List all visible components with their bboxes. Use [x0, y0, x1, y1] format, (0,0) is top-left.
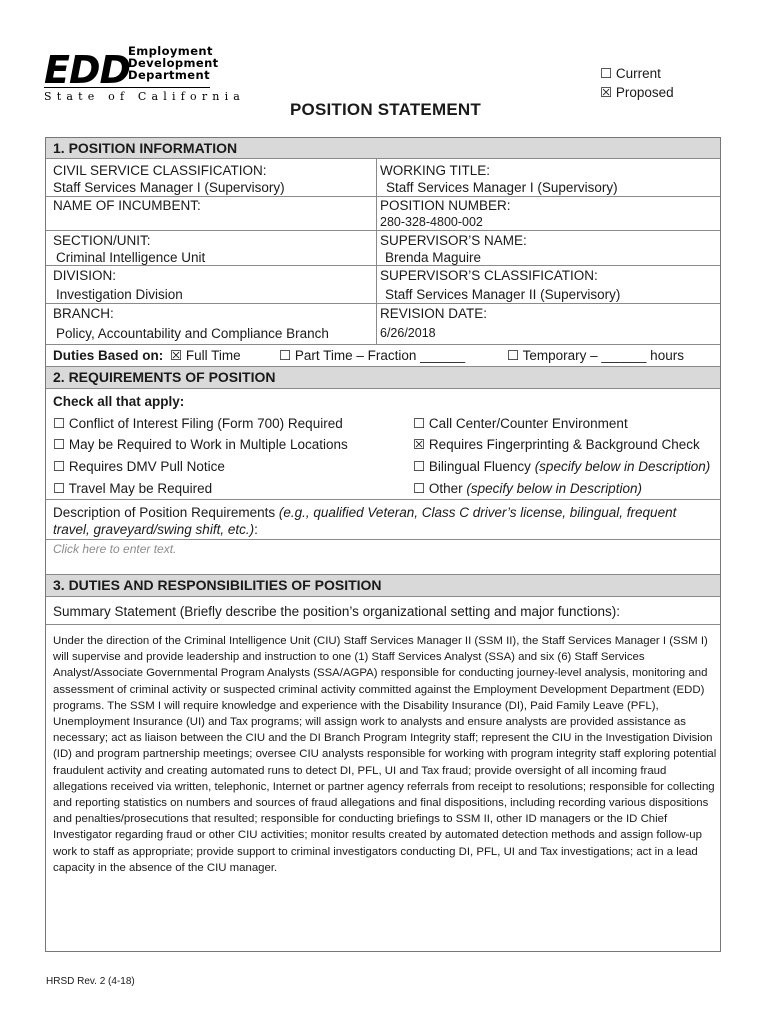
divider [46, 265, 720, 266]
revision-date-value[interactable]: 6/26/2018 [380, 326, 436, 340]
other-label: ☐ Other [413, 481, 463, 496]
part-time-option[interactable]: ☐ Part Time – Fraction ______ [279, 348, 466, 363]
logo-line-1: Employment [128, 44, 213, 58]
section-unit-label: SECTION/UNIT: [53, 233, 151, 248]
current-option[interactable] [600, 64, 674, 83]
proposed-option[interactable] [600, 83, 674, 102]
travel-required-checkbox[interactable]: ☐ Travel May be Required [53, 481, 213, 496]
working-title-label: WORKING TITLE: [380, 163, 491, 178]
form-revision-footer: HRSD Rev. 2 (4-18) [46, 976, 135, 987]
divider [46, 499, 720, 500]
supervisor-name-value[interactable]: Brenda Maguire [385, 250, 482, 265]
logo-mark: EDD [44, 48, 131, 92]
summary-statement-label: Summary Statement (Briefly describe the position’s organizational setting and major functions): [53, 604, 621, 619]
working-title-value[interactable]: Staff Services Manager I (Supervisory) [386, 180, 618, 195]
logo-rule [44, 87, 210, 88]
divider [46, 344, 720, 345]
revision-date-label: REVISION DATE: [380, 306, 488, 321]
full-time-option[interactable]: ☒ Full Time [170, 348, 241, 363]
bilingual-note: (specify below in Description) [534, 459, 711, 474]
divider [46, 596, 720, 597]
section-2-heading: 2. REQUIREMENTS OF POSITION [46, 367, 720, 388]
section-1-heading: 1. POSITION INFORMATION [46, 138, 720, 159]
divider [46, 388, 720, 389]
current-checkbox[interactable]: ☐ [600, 66, 613, 81]
edd-logo [44, 44, 246, 103]
current-label: Current [615, 66, 661, 81]
proposed-checkbox[interactable]: ☒ [600, 85, 613, 100]
conflict-of-interest-checkbox[interactable]: ☐ Conflict of Interest Filing (Form 700) Required [53, 416, 343, 431]
supervisor-classification-value[interactable]: Staff Services Manager II (Supervisory) [385, 287, 621, 302]
document-title: POSITION STATEMENT [290, 100, 481, 119]
divider [46, 158, 720, 159]
supervisor-classification-label: SUPERVISOR’S CLASSIFICATION: [380, 268, 598, 283]
branch-label: BRANCH: [53, 306, 114, 321]
temporary-option[interactable]: ☐ Temporary – ______ hours [507, 348, 684, 363]
division-value[interactable]: Investigation Division [56, 287, 183, 302]
other-checkbox[interactable] [413, 480, 642, 497]
civil-service-value[interactable]: Staff Services Manager I (Supervisory) [53, 180, 285, 195]
supervisor-name-label: SUPERVISOR’S NAME: [380, 233, 527, 248]
summary-statement-text[interactable]: Under the direction of the Criminal Intelligence Unit (CIU) Staff Services Manager II (SSM II), the Staff Services Manager I (SSM I) will supervise and provide leadership and instruction to one (1) Staff Services Analyst (SSA) and six (6) Staff Services Analyst/Associate Governmental Program Analysts (SSA/AGPA) responsible for conducting journey-level analysis, monitoring and assessment of criminal activity or suspected criminal activity committed against the Employment Development Department (EDD) programs. The SSM I will require knowledge and experience with the Disability Insurance (DI), Paid Family Leave (PFL), Unemployment Insurance (UI) and Tax programs; will assign work to analysts and ensure analysts are provided assistance as necessary; act as liaison between the CIU and the DI Branch Program Integrity staff; represent the CIU in the Investigation Division (ID) and program partnership meetings; oversee CIU analysts responsible for working with program integrity staff exploring potential fraudulent activity and creating automated runs to detect DI, PFL, UI and Tax fraud; provide oversight of all incoming fraud allegations received via written, telephonic, Internet or partner agency referrals from receipt to resolutions; responsible for collecting and reporting statistics on numbers and sources of fraud allegations and final dispositions, including recording various dispositions and penalties/prosecutions that resulted; responsible for conducting briefings to SSM II, other ID managers or the ID Chief Investigator regarding fraud or other CIU activities; monitor results created by automated detection methods and assign follow-up work to staff as appropriate; provide support to criminal investigators conducting DI, PFL, UI and Tax investigations; act in a lead capacity in the absence of the CIU manager. [53, 635, 717, 874]
description-examples-2: travel, graveyard/swing shift, etc.) [53, 522, 255, 537]
description-label: Description of Position Requirements [53, 505, 276, 520]
requirements-description-line-2 [53, 521, 258, 538]
proposed-label: Proposed [615, 85, 674, 100]
section-3-heading: 3. DUTIES AND RESPONSIBILITIES OF POSITION [46, 575, 720, 596]
logo-line-3: Department [128, 68, 210, 82]
fingerprinting-checkbox[interactable]: ☒ Requires Fingerprinting & Background Check [413, 437, 700, 452]
divider [46, 230, 720, 231]
check-all-label: Check all that apply: [53, 394, 185, 409]
divider [46, 539, 720, 540]
multiple-locations-checkbox[interactable]: ☐ May be Required to Work in Multiple Locations [53, 437, 348, 452]
call-center-checkbox[interactable]: ☐ Call Center/Counter Environment [413, 416, 628, 431]
civil-service-label: CIVIL SERVICE CLASSIFICATION: [53, 163, 267, 178]
description-examples-1: (e.g., qualified Veteran, Class C driver’s license, bilingual, frequent [278, 505, 677, 520]
branch-value[interactable]: Policy, Accountability and Compliance Branch [56, 326, 329, 341]
duties-based-on-label: Duties Based on: [53, 348, 164, 363]
logo-text [128, 45, 219, 81]
logo-line-2: Development [128, 56, 219, 70]
other-note: (specify below in Description) [466, 481, 642, 496]
dmv-pull-notice-checkbox[interactable]: ☐ Requires DMV Pull Notice [53, 459, 225, 474]
bilingual-fluency-checkbox[interactable] [413, 458, 710, 475]
requirements-description-input[interactable]: Click here to enter text. [53, 542, 177, 556]
statement-status [600, 64, 674, 102]
division-label: DIVISION: [53, 268, 117, 283]
divider [46, 303, 720, 304]
requirements-description-label [53, 504, 676, 521]
section-unit-value[interactable]: Criminal Intelligence Unit [56, 250, 206, 265]
bilingual-label: ☐ Bilingual Fluency [413, 459, 531, 474]
divider [46, 624, 720, 625]
position-number-label: POSITION NUMBER: [380, 198, 511, 213]
column-divider [376, 159, 377, 344]
position-number-value[interactable]: 280-328-4800-002 [380, 215, 483, 229]
logo-state: State of California [44, 90, 246, 103]
incumbent-label: NAME OF INCUMBENT: [53, 198, 201, 213]
description-colon: : [254, 522, 258, 537]
